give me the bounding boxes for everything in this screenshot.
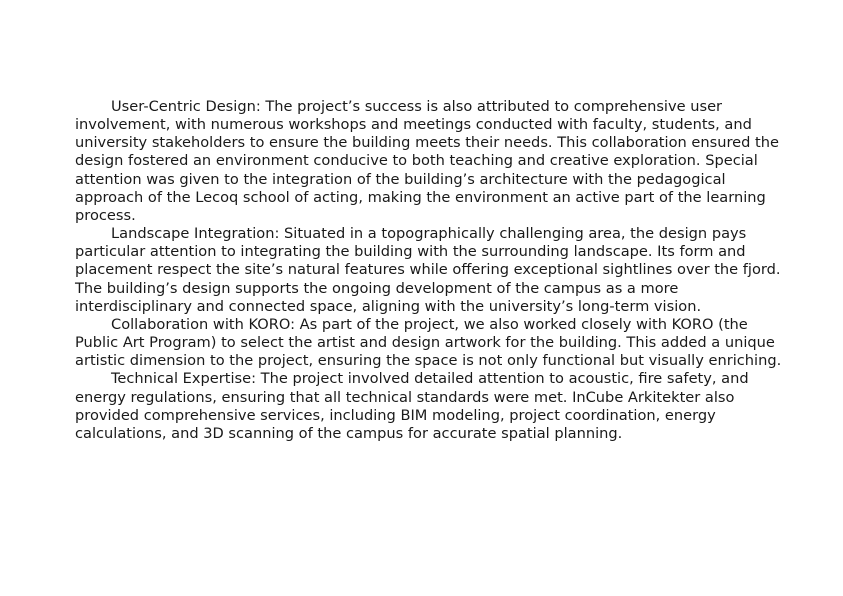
paragraph-landscape-integration: Landscape Integration: Situated in a topographically challenging area, the design pays particular attention to integrating the building with the surrounding landscape. Its form and placement respect the site’s natural features while offering exceptional sightlines over the fjord. The building’s design supports the ongoing development of the campus as a more interdisciplinary and connected space, aligning with the university’s long-term vision. [75,225,781,315]
paragraph-technical-expertise: Technical Expertise: The project involved detailed attention to acoustic, fire safety, and energy regulations, ensuring that all technical standards were met. InCube Arkitekter also provided comprehensive services, including BIM modeling, project coordination, energy calculations, and 3D scanning of the campus for accurate spatial planning. [75,370,749,442]
document-page [75,98,787,443]
paragraph-collaboration-with-koro: Collaboration with KORO: As part of the project, we also worked closely with KORO (the Public Art Program) to select the artist and design artwork for the building. This added a unique artistic dimension to the project, ensuring the space is not only functional but visually enriching. [75,315,782,370]
paragraph-user-centric-design: User-Centric Design: The project’s success is also attributed to comprehensive user involvement, with numerous workshops and meetings conducted with faculty, students, and university stakeholders to ensure the building meets their needs. This collaboration ensured the design fostered an environment conducive to both teaching and creative exploration. Special attention was given to the integration of the building’s architecture with the pedagogical approach of the Lecoq school of acting, making the environment an active part of the learning process. [75,98,779,224]
